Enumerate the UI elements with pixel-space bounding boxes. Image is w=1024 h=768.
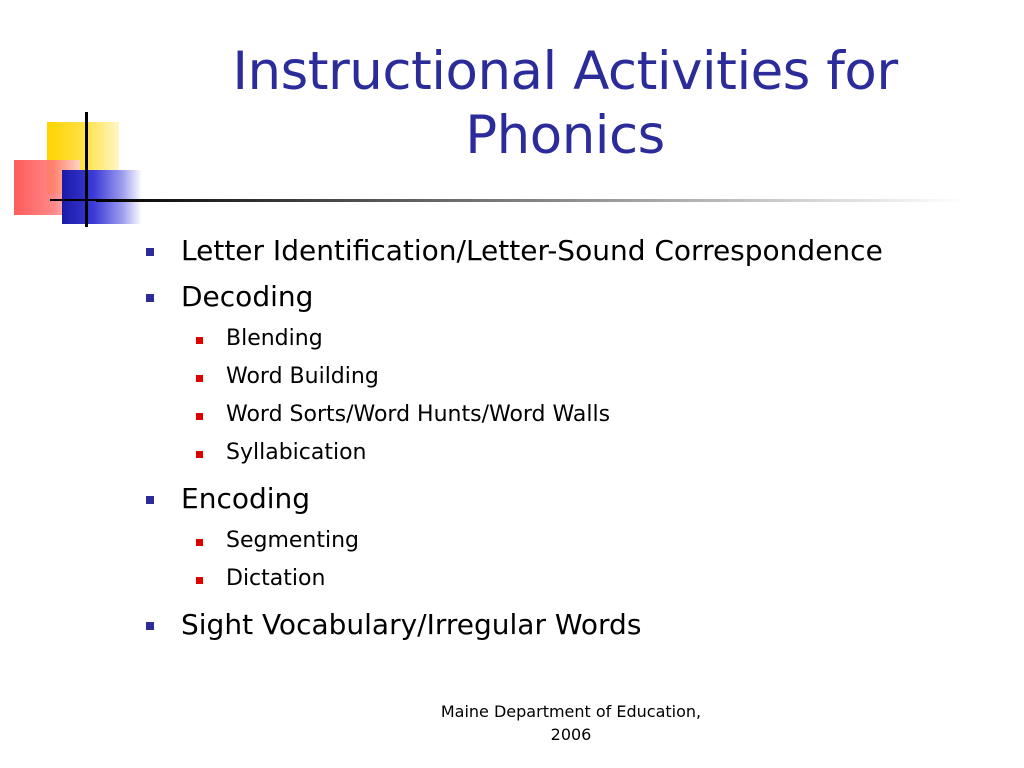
sub-bullet-text: Word Sorts/Word Hunts/Word Walls — [226, 402, 611, 427]
bullet-item — [140, 602, 1000, 648]
squares-logo-icon — [0, 0, 200, 240]
square-bullet-icon — [146, 622, 154, 630]
sub-bullet-item — [140, 560, 1000, 598]
sub-bullet-item — [140, 522, 1000, 560]
sub-bullet-item — [140, 434, 1000, 472]
footer-line-1: Maine Department of Education, — [440, 702, 702, 721]
slide-title-line-2: Phonics — [465, 105, 665, 166]
square-sub-bullet-icon — [196, 375, 203, 382]
blue-square-icon — [62, 170, 142, 224]
logo-horizontal-line — [50, 199, 98, 201]
square-sub-bullet-icon — [196, 337, 203, 344]
sub-bullet-text: Dictation — [226, 566, 326, 591]
square-sub-bullet-icon — [196, 577, 203, 584]
bullet-item — [140, 274, 1000, 320]
logo-vertical-line — [85, 112, 88, 227]
sub-bullet-text: Syllabication — [226, 440, 367, 465]
sub-bullet-item — [140, 320, 1000, 358]
bullet-item — [140, 228, 1000, 274]
footer-line-2: 2006 — [550, 725, 592, 744]
square-sub-bullet-icon — [196, 539, 203, 546]
bullet-list — [140, 228, 1000, 648]
bullet-text: Sight Vocabulary/Irregular Words — [181, 608, 642, 641]
sub-bullet-text: Word Building — [226, 364, 379, 389]
bullet-item — [140, 476, 1000, 522]
sub-bullet-item — [140, 396, 1000, 434]
square-bullet-icon — [146, 496, 154, 504]
sub-bullet-text: Segmenting — [226, 528, 360, 553]
sub-bullet-text: Blending — [226, 326, 323, 351]
slide-title-line-1: Instructional Activities for — [232, 41, 898, 102]
bullet-text: Decoding — [181, 280, 314, 313]
slide-title — [200, 40, 930, 168]
square-sub-bullet-icon — [196, 413, 203, 420]
square-bullet-icon — [146, 294, 154, 302]
square-sub-bullet-icon — [196, 451, 203, 458]
sub-bullet-item — [140, 358, 1000, 396]
title-divider — [96, 199, 966, 202]
slide-footer — [400, 700, 742, 746]
bullet-text: Letter Identification/Letter-Sound Correspondence — [181, 234, 883, 267]
square-bullet-icon — [146, 248, 154, 256]
bullet-text: Encoding — [181, 482, 311, 515]
